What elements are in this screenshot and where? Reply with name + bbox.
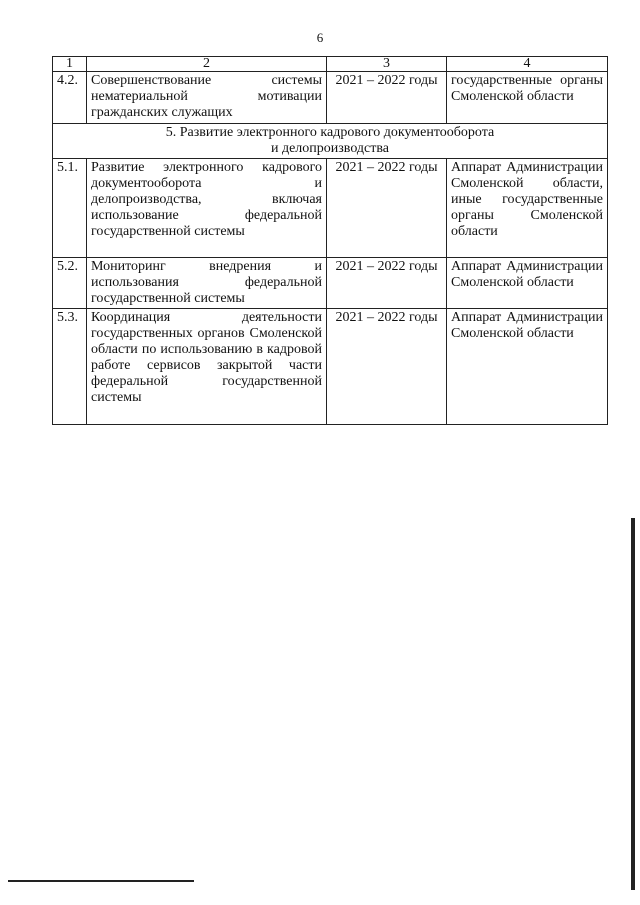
section-row <box>53 124 608 159</box>
row-years: 2021 – 2022 годы <box>327 309 447 425</box>
row-description: Совершенствование системы нематериальной мотивации гражданских служащих <box>87 72 327 124</box>
row-number: 5.1. <box>53 159 87 258</box>
row-executor: Аппарат Администрации Смоленской области <box>447 258 608 309</box>
row-description: Координация деятельности государственных органов Смоленской области по использованию в кадровой работе сервисов закрытой части федеральной государственной системы <box>87 309 327 425</box>
row-description: Развитие электронного кадрового документооборота и делопроизводства, включая использование федеральной государственной системы <box>87 159 327 258</box>
row-executor: Аппарат Администрации Смоленской области <box>447 309 608 425</box>
column-header-2: 2 <box>87 57 327 72</box>
section-heading <box>53 124 608 159</box>
plan-table <box>52 56 608 425</box>
row-executor: Аппарат Администрации Смоленской области, иные государственные органы Смоленской области <box>447 159 608 258</box>
scan-edge-mark-right <box>631 518 635 890</box>
row-years: 2021 – 2022 годы <box>327 72 447 124</box>
table-row <box>53 72 608 124</box>
column-header-4: 4 <box>447 57 608 72</box>
page-number: 6 <box>316 30 324 45</box>
table-header-row <box>53 57 608 72</box>
row-number: 5.2. <box>53 258 87 309</box>
section-heading-line-1: 5. Развитие электронного кадрового документооборота <box>165 125 495 140</box>
table-row <box>53 258 608 309</box>
row-years: 2021 – 2022 годы <box>327 258 447 309</box>
scan-edge-mark-bottom <box>8 880 194 882</box>
table-row <box>53 159 608 258</box>
column-header-3: 3 <box>327 57 447 72</box>
section-heading-line-2: и делопроизводства <box>270 141 390 156</box>
row-years: 2021 – 2022 годы <box>327 159 447 258</box>
row-executor: государственные органы Смоленской области <box>447 72 608 124</box>
table-row <box>53 309 608 425</box>
row-number: 5.3. <box>53 309 87 425</box>
row-number: 4.2. <box>53 72 87 124</box>
row-description: Мониторинг внедрения и использования федеральной государственной системы <box>87 258 327 309</box>
column-header-1: 1 <box>53 57 87 72</box>
